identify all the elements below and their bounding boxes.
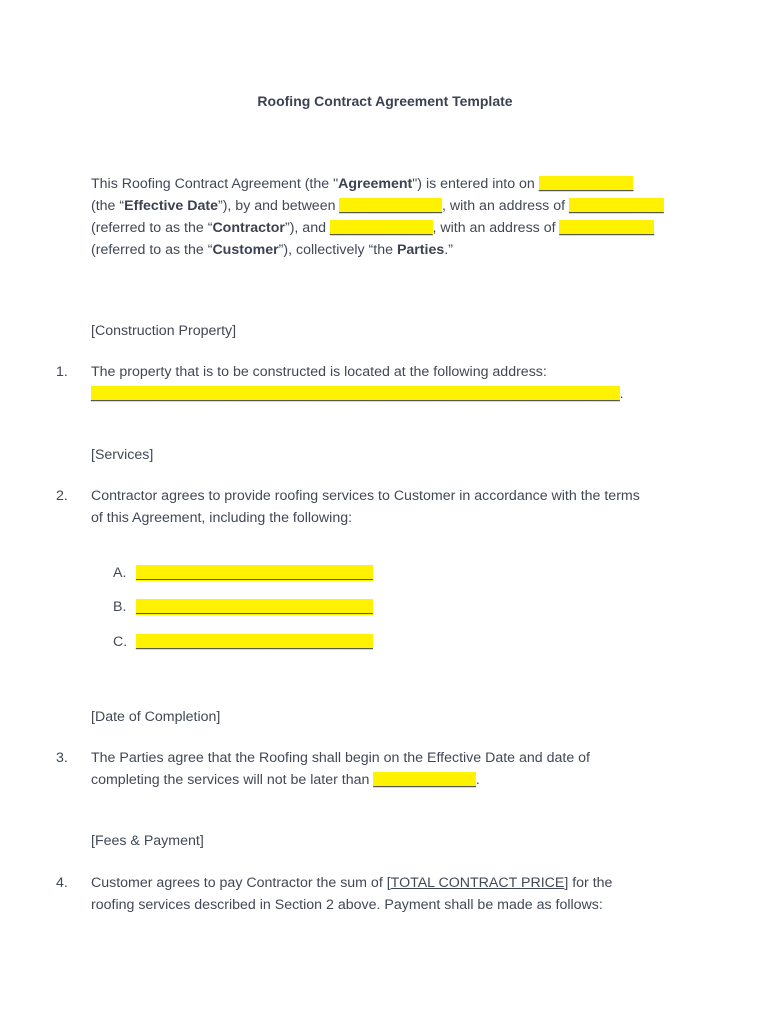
section-heading-services: [Services] [91,447,154,463]
total-contract-price-placeholder[interactable]: TOTAL CONTRACT PRICE [390,875,565,891]
item-3-line-2 [91,769,691,791]
intro-text: This Roofing Contract Agreement (the " [91,176,339,192]
sub-item-blank [136,562,373,584]
document-title: Roofing Contract Agreement Template [257,93,513,109]
intro-line-1 [91,173,691,195]
intro-line-2 [91,195,691,217]
intro-text: ”), and [284,220,330,236]
item-1-blank-line [91,383,691,405]
sub-item-letter: B. [113,599,127,615]
item-3-text: completing the services will not be later than [91,772,374,788]
item-number: 3. [56,750,68,766]
item-2-line-1: Contractor agrees to provide roofing services to Customer in accordance with the terms [91,488,640,504]
intro-text: (referred to as the “ [91,220,213,236]
section-heading-construction: [Construction Property] [91,323,237,339]
item-3-line-1: The Parties agree that the Roofing shall begin on the Effective Date and date of [91,750,590,766]
sub-item-blank [136,631,373,653]
completion-date-blank[interactable]: _____________ [373,772,476,788]
customer-name-blank[interactable]: _____________ [329,220,433,236]
contractor-name-blank[interactable]: _____________ [339,198,442,214]
effective-date-term: Effective Date [124,198,218,214]
customer-address-blank[interactable]: ____________ [559,220,655,236]
item-1-text: The property that is to be constructed is located at the following address: [91,364,547,380]
intro-text: ”), collectively “the [278,242,397,258]
contractor-term: Contractor [212,220,285,236]
intro-text: (the “ [91,198,125,214]
item-number: 1. [56,364,68,380]
agreement-term: Agreement [338,176,413,192]
sub-item-letter: C. [113,634,128,650]
customer-term: Customer [212,242,279,258]
intro-line-4 [91,239,691,261]
section-heading-completion: [Date of Completion] [91,709,221,725]
property-address-blank[interactable]: ___________________________________________________________________ [91,386,620,402]
item-2-line-2: of this Agreement, including the following: [91,510,353,526]
service-a-blank[interactable]: ______________________________ [136,565,373,581]
item-number: 4. [56,875,68,891]
intro-text: , with an address of [442,198,569,214]
item-4-line-2: roofing services described in Section 2 above. Payment shall be made as follows: [91,897,603,913]
service-c-blank[interactable]: ______________________________ [136,634,373,650]
period: . [619,386,624,402]
contractor-address-blank[interactable]: ____________ [568,198,664,214]
intro-text: ") is entered into on [412,176,539,192]
section-heading-fees: [Fees & Payment] [91,833,204,849]
intro-line-3 [91,217,691,239]
parties-term: Parties [396,242,445,258]
intro-text: (referred to as the “ [91,242,213,258]
service-b-blank[interactable]: ______________________________ [136,599,373,615]
item-4-text: ] for the [564,875,613,891]
item-number: 2. [56,488,68,504]
sub-item-blank [136,596,373,618]
item-4-line-1 [91,872,691,894]
date-blank[interactable]: ____________ [538,176,634,192]
item-4-text: Customer agrees to pay Contractor the sum of [ [91,875,391,891]
period: . [475,772,480,788]
sub-item-letter: A. [113,565,127,581]
intro-text: ”), by and between [217,198,340,214]
intro-text: .” [444,242,453,258]
intro-text: , with an address of [432,220,560,236]
